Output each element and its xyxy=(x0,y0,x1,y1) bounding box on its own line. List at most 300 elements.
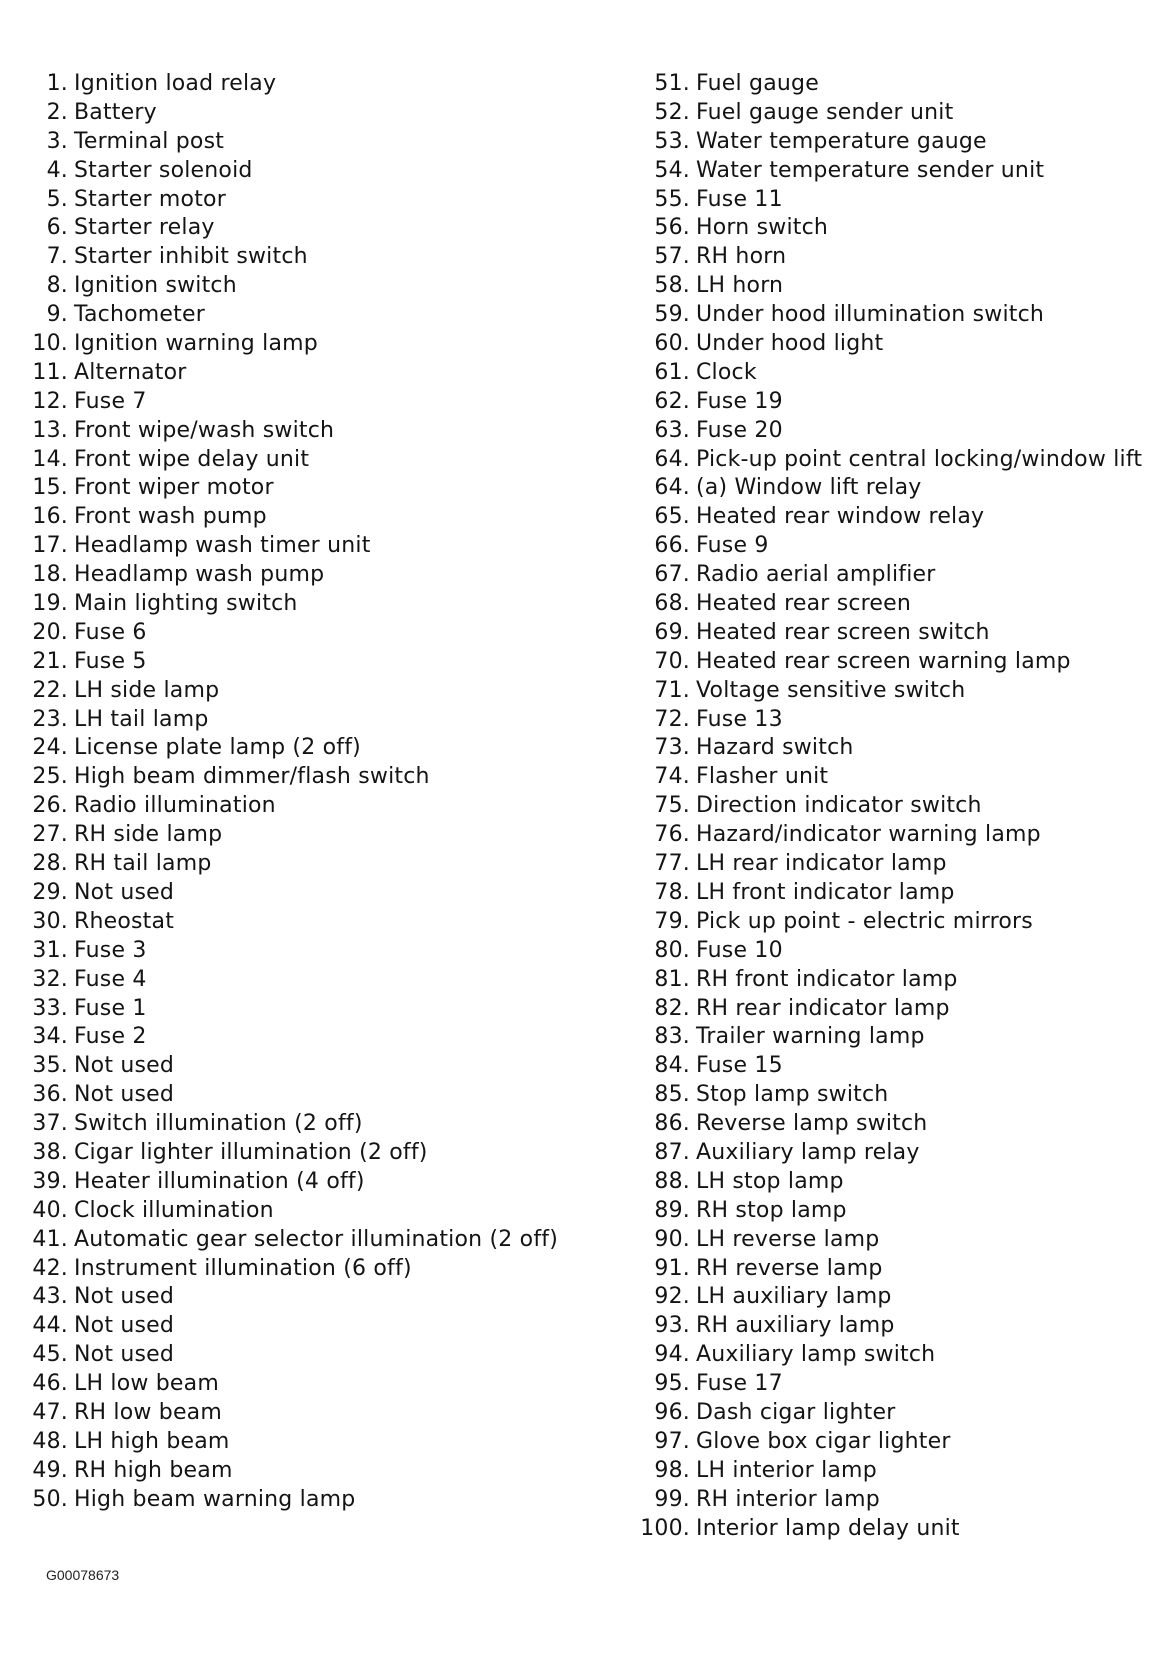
legend-item xyxy=(640,359,1160,388)
legend-item-number: 22. xyxy=(32,677,68,703)
legend-item-label: Fuse 17 xyxy=(696,1371,783,1397)
legend-item xyxy=(30,619,600,648)
legend-item xyxy=(30,128,600,157)
left-legend-column xyxy=(30,70,600,1515)
legend-item-label: RH front indicator lamp xyxy=(696,966,958,992)
legend-item-label: Not used xyxy=(74,1053,175,1079)
legend-item-label: Flasher unit xyxy=(696,764,829,790)
legend-item-label: LH interior lamp xyxy=(696,1457,877,1483)
legend-item-number: 100. xyxy=(640,1515,690,1541)
legend-item-number: 46. xyxy=(32,1371,68,1397)
legend-item-number: 27. xyxy=(32,822,68,848)
legend-item-number: 30. xyxy=(32,908,68,934)
legend-item-label: LH low beam xyxy=(74,1371,219,1397)
legend-item xyxy=(640,792,1160,821)
legend-item xyxy=(30,446,600,475)
legend-item xyxy=(30,908,600,937)
legend-item xyxy=(30,561,600,590)
legend-item xyxy=(30,214,600,243)
legend-item-number: 8. xyxy=(46,273,68,299)
legend-item xyxy=(640,214,1160,243)
legend-item xyxy=(30,821,600,850)
legend-item-number: 48. xyxy=(32,1428,68,1454)
legend-item-number: 1. xyxy=(46,71,68,96)
legend-item-label: Heated rear screen xyxy=(696,591,912,617)
legend-item-label: Fuse 4 xyxy=(74,966,147,992)
legend-item-label: Tachometer xyxy=(74,302,205,328)
legend-item-number: 2. xyxy=(46,99,68,125)
legend-item xyxy=(640,966,1160,995)
legend-item-label: Fuse 5 xyxy=(74,648,147,674)
legend-item-label: LH auxiliary lamp xyxy=(696,1284,892,1310)
legend-item-number: 79. xyxy=(654,908,690,934)
legend-item xyxy=(640,186,1160,215)
legend-item-number: 93. xyxy=(654,1313,690,1339)
legend-item xyxy=(640,908,1160,937)
legend-item-label: LH rear indicator lamp xyxy=(696,851,947,877)
legend-item xyxy=(640,1168,1160,1197)
legend-item xyxy=(30,243,600,272)
legend-item-number: 19. xyxy=(32,591,68,617)
legend-item xyxy=(30,330,600,359)
legend-item-label: Fuse 2 xyxy=(74,1024,147,1050)
legend-item xyxy=(30,532,600,561)
legend-item xyxy=(30,1168,600,1197)
legend-item-number: 87. xyxy=(654,1139,690,1165)
legend-item-number: 72. xyxy=(654,706,690,732)
legend-item-label: Starter motor xyxy=(74,186,226,212)
legend-item-number: 80. xyxy=(654,937,690,963)
legend-item xyxy=(640,1399,1160,1428)
legend-item xyxy=(640,99,1160,128)
legend-item-label: Reverse lamp switch xyxy=(696,1111,928,1137)
legend-item-label: Stop lamp switch xyxy=(696,1082,889,1108)
legend-item-number: 69. xyxy=(654,619,690,645)
legend-item-number: 34. xyxy=(32,1024,68,1050)
legend-item-label: RH auxiliary lamp xyxy=(696,1313,895,1339)
legend-item-label: Instrument illumination (6 off) xyxy=(74,1255,412,1281)
legend-item xyxy=(30,706,600,735)
legend-item xyxy=(30,417,600,446)
legend-item-label: LH front indicator lamp xyxy=(696,879,955,905)
legend-item xyxy=(640,330,1160,359)
legend-item xyxy=(640,821,1160,850)
legend-item-label: Front wash pump xyxy=(74,504,267,530)
legend-item xyxy=(640,1110,1160,1139)
legend-item-number: 38. xyxy=(32,1139,68,1165)
legend-item xyxy=(640,763,1160,792)
legend-item xyxy=(30,734,600,763)
legend-item-label: Front wipe/wash switch xyxy=(74,417,335,443)
legend-item xyxy=(640,532,1160,561)
legend-item-number: 60. xyxy=(654,331,690,357)
legend-item-label: Ignition warning lamp xyxy=(74,331,318,357)
legend-item xyxy=(30,995,600,1024)
legend-item-label: RH low beam xyxy=(74,1399,222,1425)
legend-item-label: Starter inhibit switch xyxy=(74,244,308,270)
legend-item-number: 43. xyxy=(32,1284,68,1310)
legend-item-number: 28. xyxy=(32,851,68,877)
legend-item-number: 61. xyxy=(654,359,690,385)
legend-item-number: 45. xyxy=(32,1342,68,1368)
legend-item-number: 81. xyxy=(654,966,690,992)
legend-item xyxy=(640,157,1160,186)
legend-item xyxy=(640,937,1160,966)
legend-item-number: 36. xyxy=(32,1082,68,1108)
legend-item-label: RH stop lamp xyxy=(696,1197,847,1223)
legend-item-number: 4. xyxy=(46,157,68,183)
legend-item-label: Under hood light xyxy=(696,331,884,357)
legend-item xyxy=(640,1312,1160,1341)
legend-item xyxy=(30,792,600,821)
legend-item-label: Not used xyxy=(74,1284,175,1310)
legend-item-number: 77. xyxy=(654,851,690,877)
legend-item-label: Horn switch xyxy=(696,215,829,241)
legend-item-label: LH horn xyxy=(696,273,784,299)
legend-item-label: Auxiliary lamp switch xyxy=(696,1342,936,1368)
legend-item-number: 83. xyxy=(654,1024,690,1050)
legend-item xyxy=(640,1428,1160,1457)
legend-item-label: Voltage sensitive switch xyxy=(696,677,966,703)
legend-item-label: Fuse 19 xyxy=(696,388,783,414)
legend-item xyxy=(30,879,600,908)
legend-item-number: 41. xyxy=(32,1226,68,1252)
legend-item-label: Clock xyxy=(696,359,757,385)
legend-item-number: 49. xyxy=(32,1457,68,1483)
legend-item xyxy=(640,503,1160,532)
legend-item-number: 95. xyxy=(654,1371,690,1397)
legend-item-number: 47. xyxy=(32,1399,68,1425)
legend-item-label: RH interior lamp xyxy=(696,1486,880,1512)
legend-item xyxy=(640,1052,1160,1081)
legend-item xyxy=(30,1023,600,1052)
legend-item-number: 12. xyxy=(32,388,68,414)
legend-item-number: 76. xyxy=(654,822,690,848)
legend-item-label: LH high beam xyxy=(74,1428,230,1454)
legend-item-number: 14. xyxy=(32,446,68,472)
legend-item-label: Pick up point - electric mirrors xyxy=(696,908,1033,934)
legend-item xyxy=(640,1023,1160,1052)
legend-item-label: Under hood illumination switch xyxy=(696,302,1045,328)
legend-item-number: 98. xyxy=(654,1457,690,1483)
legend-item xyxy=(640,301,1160,330)
legend-item xyxy=(30,1110,600,1139)
legend-item xyxy=(640,388,1160,417)
legend-item-label: Front wipe delay unit xyxy=(74,446,310,472)
legend-item-number: 75. xyxy=(654,793,690,819)
legend-item-label: Fuse 10 xyxy=(696,937,783,963)
legend-item-label: (a) Window lift relay xyxy=(696,475,922,501)
legend-item xyxy=(30,186,600,215)
legend-item-number: 24. xyxy=(32,735,68,761)
legend-item-number: 70. xyxy=(654,648,690,674)
legend-item-number: 16. xyxy=(32,504,68,530)
legend-item-label: Auxiliary lamp relay xyxy=(696,1139,920,1165)
legend-item xyxy=(640,590,1160,619)
legend-item-number: 20. xyxy=(32,619,68,645)
legend-item xyxy=(640,1486,1160,1515)
legend-item-label: Hazard/indicator warning lamp xyxy=(696,822,1041,848)
legend-item xyxy=(30,1399,600,1428)
legend-item xyxy=(640,879,1160,908)
legend-item-number: 88. xyxy=(654,1168,690,1194)
legend-item xyxy=(30,1255,600,1284)
legend-item-label: Fuse 20 xyxy=(696,417,783,443)
legend-item-label: RH side lamp xyxy=(74,822,223,848)
legend-item-label: Direction indicator switch xyxy=(696,793,982,819)
legend-item-label: Water temperature sender unit xyxy=(696,157,1045,183)
legend-item xyxy=(640,272,1160,301)
legend-item xyxy=(30,1486,600,1515)
legend-item-number: 26. xyxy=(32,793,68,819)
legend-item-number: 54. xyxy=(654,157,690,183)
legend-item xyxy=(30,1370,600,1399)
legend-item-number: 23. xyxy=(32,706,68,732)
legend-item-label: Alternator xyxy=(74,359,187,385)
legend-item-label: Pick-up point central locking/window lift xyxy=(696,446,1143,472)
legend-item-number: 53. xyxy=(654,128,690,154)
legend-item-label: Radio aerial amplifier xyxy=(696,562,936,588)
legend-item xyxy=(30,388,600,417)
legend-item xyxy=(30,1457,600,1486)
legend-item-number: 17. xyxy=(32,533,68,559)
legend-item xyxy=(640,1255,1160,1284)
legend-item-number: 37. xyxy=(32,1111,68,1137)
legend-item-label: Trailer warning lamp xyxy=(696,1024,925,1050)
legend-item xyxy=(640,1081,1160,1110)
legend-item-number: 52. xyxy=(654,99,690,125)
legend-item-label: Fuel gauge xyxy=(696,71,819,96)
legend-item xyxy=(30,850,600,879)
legend-item xyxy=(640,1226,1160,1255)
legend-item xyxy=(640,446,1160,475)
legend-item xyxy=(30,474,600,503)
legend-item-number: 33. xyxy=(32,995,68,1021)
legend-item xyxy=(30,1197,600,1226)
legend-item-label: Radio illumination xyxy=(74,793,276,819)
legend-item-label: Water temperature gauge xyxy=(696,128,987,154)
legend-item xyxy=(30,1283,600,1312)
legend-item-number: 82. xyxy=(654,995,690,1021)
legend-item-number: 85. xyxy=(654,1082,690,1108)
legend-item-number: 9. xyxy=(46,302,68,328)
legend-item-number: 6. xyxy=(46,215,68,241)
legend-item-label: Fuse 6 xyxy=(74,619,147,645)
legend-item-label: Dash cigar lighter xyxy=(696,1399,896,1425)
legend-item xyxy=(30,359,600,388)
legend-item-number: 66. xyxy=(654,533,690,559)
legend-item xyxy=(30,301,600,330)
legend-item-number: 68. xyxy=(654,591,690,617)
legend-item xyxy=(30,1139,600,1168)
legend-item xyxy=(30,99,600,128)
legend-item-label: Starter solenoid xyxy=(74,157,253,183)
legend-item xyxy=(30,937,600,966)
legend-item xyxy=(640,128,1160,157)
legend-item xyxy=(640,850,1160,879)
legend-item-number: 67. xyxy=(654,562,690,588)
legend-item xyxy=(640,1370,1160,1399)
legend-item xyxy=(30,1052,600,1081)
legend-item-number: 62. xyxy=(654,388,690,414)
legend-item-label: Battery xyxy=(74,99,157,125)
legend-item-number: 55. xyxy=(654,186,690,212)
legend-item-label: Heated rear window relay xyxy=(696,504,985,530)
legend-item-number: 13. xyxy=(32,417,68,443)
legend-item-number: 78. xyxy=(654,879,690,905)
legend-item-label: Rheostat xyxy=(74,908,175,934)
legend-item xyxy=(30,763,600,792)
legend-item-number: 64. xyxy=(654,446,690,472)
legend-item-label: Starter relay xyxy=(74,215,215,241)
legend-item-number: 84. xyxy=(654,1053,690,1079)
legend-item-number: 90. xyxy=(654,1226,690,1252)
legend-item xyxy=(640,1515,1160,1544)
legend-item-label: RH horn xyxy=(696,244,787,270)
legend-item xyxy=(30,70,600,99)
legend-item-label: Not used xyxy=(74,879,175,905)
legend-item-label: Fuse 11 xyxy=(696,186,783,212)
legend-item xyxy=(30,1081,600,1110)
legend-item-label: RH reverse lamp xyxy=(696,1255,883,1281)
legend-item xyxy=(640,1283,1160,1312)
legend-item-label: Headlamp wash pump xyxy=(74,562,325,588)
legend-item xyxy=(30,1226,600,1255)
legend-item xyxy=(640,1457,1160,1486)
legend-item-number: 25. xyxy=(32,764,68,790)
legend-item-number: 91. xyxy=(654,1255,690,1281)
legend-item-label: LH reverse lamp xyxy=(696,1226,880,1252)
legend-item-label: Main lighting switch xyxy=(74,591,298,617)
legend-item-label: Heated rear screen switch xyxy=(696,619,990,645)
legend-item-label: High beam warning lamp xyxy=(74,1486,356,1512)
legend-item xyxy=(640,706,1160,735)
legend-item xyxy=(640,243,1160,272)
legend-item-number: 63. xyxy=(654,417,690,443)
legend-item-number: 29. xyxy=(32,879,68,905)
legend-item-number: 15. xyxy=(32,475,68,501)
legend-item-number: 51. xyxy=(654,71,690,96)
right-legend-column xyxy=(640,70,1160,1543)
legend-item-label: RH high beam xyxy=(74,1457,233,1483)
legend-item-label: Fuse 9 xyxy=(696,533,769,559)
legend-item-label: Fuse 15 xyxy=(696,1053,783,1079)
legend-item xyxy=(640,417,1160,446)
legend-item-label: Heater illumination (4 off) xyxy=(74,1168,365,1194)
legend-item-number: 65. xyxy=(654,504,690,530)
legend-item xyxy=(30,1428,600,1457)
legend-item xyxy=(640,995,1160,1024)
legend-item-number: 40. xyxy=(32,1197,68,1223)
legend-item-label: Switch illumination (2 off) xyxy=(74,1111,363,1137)
legend-item-number: 92. xyxy=(654,1284,690,1310)
legend-item-number: 39. xyxy=(32,1168,68,1194)
legend-item-label: Fuse 3 xyxy=(74,937,147,963)
legend-item-label: LH stop lamp xyxy=(696,1168,844,1194)
legend-item-label: License plate lamp (2 off) xyxy=(74,735,361,761)
legend-item xyxy=(640,1139,1160,1168)
legend-item-label: Fuse 13 xyxy=(696,706,783,732)
figure-reference-code: G00078673 xyxy=(46,1567,120,1583)
legend-item-number: 50. xyxy=(32,1486,68,1512)
legend-item xyxy=(640,648,1160,677)
legend-item-label: Front wiper motor xyxy=(74,475,274,501)
legend-item xyxy=(30,157,600,186)
legend-item-number: 32. xyxy=(32,966,68,992)
legend-item-label: LH side lamp xyxy=(74,677,220,703)
legend-item xyxy=(30,966,600,995)
legend-item xyxy=(640,70,1160,99)
legend-item-label: Cigar lighter illumination (2 off) xyxy=(74,1139,428,1165)
legend-item-number: 96. xyxy=(654,1399,690,1425)
legend-item-number: 42. xyxy=(32,1255,68,1281)
legend-item-label: Ignition switch xyxy=(74,273,237,299)
legend-item-number: 35. xyxy=(32,1053,68,1079)
legend-item-number: 44. xyxy=(32,1313,68,1339)
legend-item-number: 58. xyxy=(654,273,690,299)
legend-item xyxy=(30,590,600,619)
legend-item xyxy=(30,648,600,677)
legend-item xyxy=(30,503,600,532)
legend-item-number: 18. xyxy=(32,562,68,588)
legend-item-label: Hazard switch xyxy=(696,735,854,761)
legend-item-number: 71. xyxy=(654,677,690,703)
legend-item-number: 86. xyxy=(654,1111,690,1137)
legend-item-number: 59. xyxy=(654,302,690,328)
legend-item-number: 94. xyxy=(654,1342,690,1368)
legend-item-label: Ignition load relay xyxy=(74,71,277,96)
legend-item-label: RH rear indicator lamp xyxy=(696,995,950,1021)
legend-item xyxy=(640,619,1160,648)
legend-item-number: 97. xyxy=(654,1428,690,1454)
legend-item-label: Not used xyxy=(74,1082,175,1108)
legend-item-number: 57. xyxy=(654,244,690,270)
legend-item-label: Headlamp wash timer unit xyxy=(74,533,371,559)
legend-item xyxy=(640,561,1160,590)
legend-item-label: Glove box cigar lighter xyxy=(696,1428,951,1454)
legend-item xyxy=(30,1312,600,1341)
legend-item-number: 73. xyxy=(654,735,690,761)
legend-item-label: Clock illumination xyxy=(74,1197,274,1223)
legend-item-number: 11. xyxy=(32,359,68,385)
legend-item-number: 7. xyxy=(46,244,68,270)
legend-item-number: 5. xyxy=(46,186,68,212)
legend-item-number: 31. xyxy=(32,937,68,963)
legend-item-label: Interior lamp delay unit xyxy=(696,1515,960,1541)
legend-item-label: Terminal post xyxy=(74,128,225,154)
legend-item xyxy=(640,1341,1160,1370)
legend-item-label: RH tail lamp xyxy=(74,851,212,877)
legend-item-number: 74. xyxy=(654,764,690,790)
legend-item xyxy=(640,677,1160,706)
legend-item xyxy=(640,1197,1160,1226)
legend-item-label: Fuse 7 xyxy=(74,388,147,414)
legend-item-label: Not used xyxy=(74,1342,175,1368)
legend-item-label: Heated rear screen warning lamp xyxy=(696,648,1071,674)
legend-item-number: 21. xyxy=(32,648,68,674)
legend-item-label: Automatic gear selector illumination (2 off) xyxy=(74,1226,558,1252)
legend-item xyxy=(30,272,600,301)
legend-item-number: 99. xyxy=(654,1486,690,1512)
legend-item-label: LH tail lamp xyxy=(74,706,209,732)
legend-item xyxy=(30,1341,600,1370)
legend-item xyxy=(640,474,1160,503)
legend-item-number: 3. xyxy=(46,128,68,154)
legend-item-number: 56. xyxy=(654,215,690,241)
legend-item-label: High beam dimmer/flash switch xyxy=(74,764,430,790)
legend-item-number: 64. xyxy=(654,475,690,501)
legend-item-number: 10. xyxy=(32,331,68,357)
